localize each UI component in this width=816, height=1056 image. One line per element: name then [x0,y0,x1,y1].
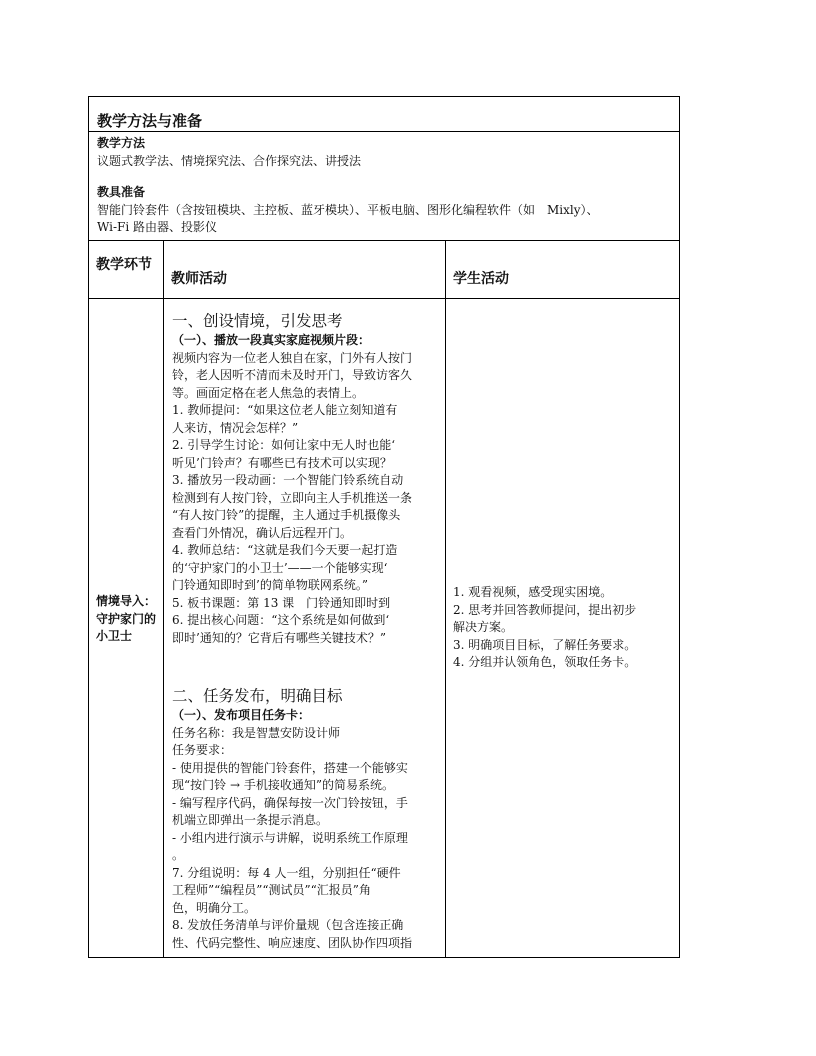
section-title-row [89,97,679,132]
text-line: 视频内容为一位老人独自在家，门外有人按门 [172,350,413,365]
section-heading: 一、创设情境，引发思考 [172,312,343,330]
column-divider [163,240,164,957]
text-line: “有人按门铃”的提醒，主人通过手机摄像头 [172,508,401,522]
text-line: 铃，老人因听不清而未及时开门，导致访客久 [172,368,413,382]
column-header-teacher: 教师活动 [171,271,227,287]
section1-body [172,350,438,648]
text-line: 等。画面定格在老人焦急的表情上。 [172,385,365,400]
text-line: 检测到有人按门铃，立即向主人手机推送一条 [172,490,413,505]
tools-label: 教具准备 [97,185,146,199]
methods-section [89,97,679,241]
text-line: 3. 明确项目目标，了解任务要求。 [453,637,637,652]
text-line: 工程师”“编程员”“测试员”“汇报员”角 [172,883,371,897]
student-activities [453,584,675,672]
text-line: 1. 教师提问：“如果这位老人能立刻知道有 [172,403,398,417]
text-line: 的‘守护家门的小卫士’——一个能够实现‘ [172,560,388,575]
lesson-plan-table [88,96,680,958]
text-line: 门铃通知即时到’的简单物联网系统。” [172,578,368,592]
text-line: 查看门外情况，确认后远程开门。 [172,525,353,540]
text-line: 色，明确分工。 [172,900,257,915]
section-title: 教学方法与准备 [97,112,203,130]
sub-heading: （一）、发布项目任务卡： [172,708,311,722]
text-line: 6. 提出核心问题：“这个系统是如何做到‘ [172,613,390,627]
text-line: 7. 分组说明：每 4 人一组，分别担任“硬件 [172,865,401,880]
tools-text-line: 智能门铃套件（含按钮模块、主控板、蓝牙模块）、平板电脑、图形化编程软件（如 Mixly）、 [97,202,599,217]
text-line: 机端立即弹出一条提示消息。 [172,813,329,827]
text-line: 。 [172,848,185,862]
teacher-activities [172,310,438,952]
text-line: 性、代码完整性、响应速度、团队协作四项指 [172,935,413,950]
methods-label: 教学方法 [97,136,146,150]
text-line: 4. 分组并认领角色，领取任务卡。 [453,655,637,669]
stage-label: 情境导入：守护家门的小卫士 [96,594,157,643]
text-line: - 编写程序代码，确保每按一次门铃按钮，手 [172,795,408,810]
text-line: 现“按门铃 → 手机接收通知”的简易系统。 [172,778,394,792]
text-line: 5. 板书课题：第 13 课 门铃通知即时到 [172,595,391,610]
sub-heading: （一）、播放一段真实家庭视频片段： [172,333,371,347]
column-header-student: 学生活动 [453,271,509,287]
text-line: 听见’门铃声？有哪些已有技术可以实现？ [172,455,392,470]
section-heading: 二、任务发布，明确目标 [172,687,343,705]
text-line: 8. 发放任务清单与评价量规（包含连接正确 [172,918,404,932]
text-line: 2. 引导学生讨论：如何让家中无人时也能‘ [172,438,396,452]
text-line: 1. 观看视频，感受现实困境。 [453,585,613,599]
section2-body [172,725,438,953]
methods-body [97,135,673,237]
methods-text: 议题式教学法、情境探究法、合作探究法、讲授法 [97,153,362,168]
tools-text-line: Wi-Fi 路由器、投影仪 [97,220,217,234]
text-line: 2. 思考并回答教师提问，提出初步 [453,602,637,617]
text-line: 3. 播放另一段动画：一个智能门铃系统自动 [172,473,404,487]
column-header-stage: 教学环节 [96,257,152,273]
text-line: 即时’通知的？它背后有哪些关键技术？” [172,630,386,645]
text-line: 4. 教师总结：“这就是我们今天要一起打造 [172,543,398,557]
text-line: 任务要求： [172,743,233,757]
text-line: - 小组内进行演示与讲解，说明系统工作原理 [172,830,408,845]
column-divider [445,240,446,957]
text-line: 解决方案。 [453,620,514,634]
text-line: 人来访，情况会怎样？” [172,420,299,435]
text-line: - 使用提供的智能门铃套件，搭建一个能够实 [172,760,408,775]
column-header-row [89,240,679,299]
text-line: 任务名称：我是智慧安防设计师 [172,725,341,740]
